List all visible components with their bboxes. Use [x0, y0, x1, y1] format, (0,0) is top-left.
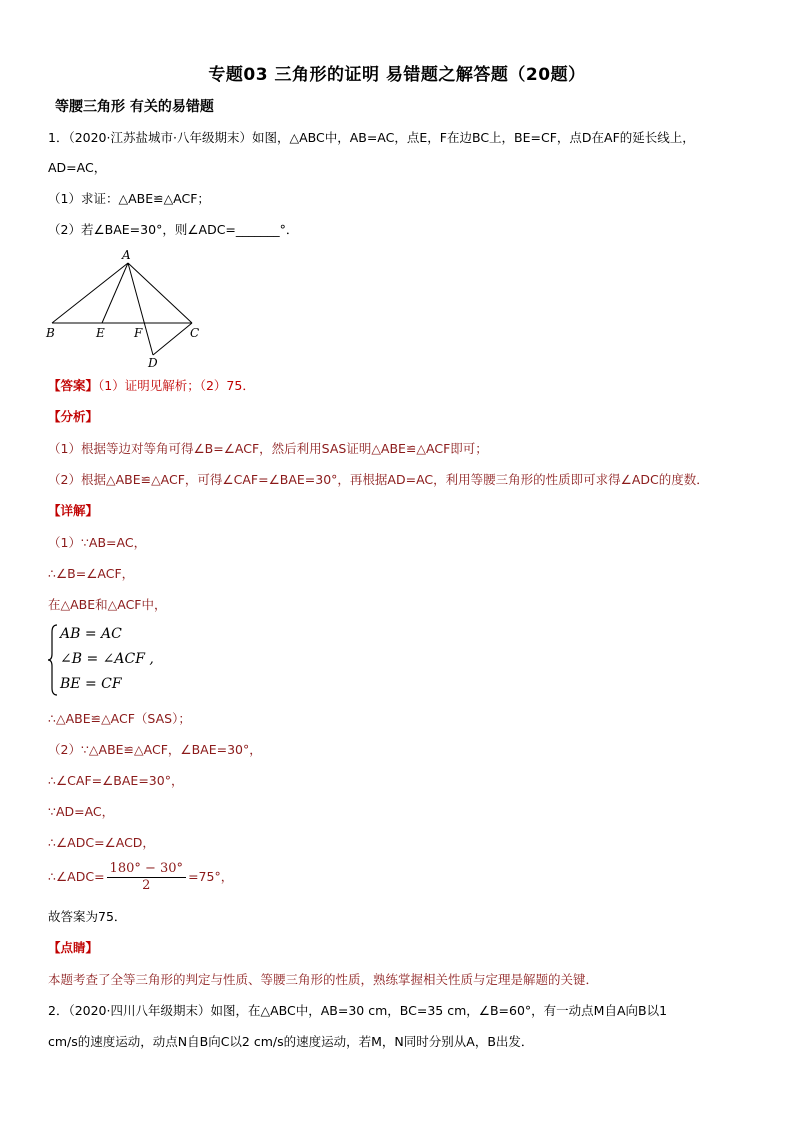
segment-ab: [52, 263, 128, 323]
segment-ac: [128, 263, 192, 323]
analysis-2: （2）根据△ABE≌△ACF，可得∠CAF=∠BAE=30°，再根据AD=AC，利用等腰三角形的性质即可求得∠ADC的度数．: [48, 472, 709, 487]
fraction-numerator: 180° − 30°: [107, 861, 187, 878]
q1-part2: （2）若∠BAE=30°，则∠ADC=_______°．: [48, 222, 299, 237]
detail-1: （1）∵AB=AC，: [48, 535, 147, 550]
detail-label: 【详解】: [48, 503, 99, 518]
system-eq-2: ∠B = ∠ACF ,: [60, 651, 154, 667]
q1-stem-line2: AD=AC，: [48, 160, 107, 175]
answer-label: 【答案】: [48, 378, 99, 393]
triangle-diagram: [40, 245, 220, 375]
fraction: [107, 861, 187, 894]
q2-stem-line2: cm/s的速度运动，动点N自B向C以2 cm/s的速度运动，若M，N同时分别从A，B出发．: [48, 1034, 534, 1049]
label-d: D: [148, 356, 158, 370]
segment-ae: [102, 263, 128, 323]
comment-text: 本题考查了全等三角形的判定与性质、等腰三角形的性质，熟练掌握相关性质与定理是解题的关键．: [48, 972, 599, 987]
detail-6: ∴∠CAF=∠BAE=30°，: [48, 773, 184, 788]
page-title: 专题03 三角形的证明 易错题之解答题（20题）: [208, 65, 586, 85]
q1-part1: （1）求证：△ABE≌△ACF；: [48, 191, 210, 206]
detail-4: ∴△ABE≌△ACF（SAS）；: [48, 711, 191, 726]
equation-system: [48, 624, 188, 696]
label-b: B: [46, 326, 55, 340]
detail-2: ∴∠B=∠ACF，: [48, 566, 135, 581]
analysis-1: （1）根据等边对等角可得∠B=∠ACF，然后利用SAS证明△ABE≌△ACF即可；: [48, 441, 488, 456]
segment-ad: [128, 263, 153, 355]
detail-9-pre: ∴∠ADC=: [48, 869, 105, 884]
detail-5: （2）∵△ABE≌△ACF，∠BAE=30°，: [48, 742, 262, 757]
detail-8: ∴∠ADC=∠ACD，: [48, 835, 155, 850]
analysis-label: 【分析】: [48, 409, 99, 424]
answer-line: [48, 377, 255, 395]
q2-stem-line1: 2．（2020·四川八年级期末）如图，在△ABC中，AB=30 cm，BC=35 cm，∠B=60°，有一动点M自A向B以1: [48, 1003, 668, 1018]
label-f: F: [134, 326, 143, 340]
system-eq-3: BE = CF: [60, 676, 122, 692]
label-e: E: [96, 326, 105, 340]
detail-7: ∵AD=AC，: [48, 804, 115, 819]
detail-3: 在△ABE和△ACF中，: [48, 597, 167, 612]
system-eq-1: AB = AC: [60, 626, 122, 642]
q1-stem-line1: 1．（2020·江苏盐城市·八年级期末）如图，△ABC中，AB=AC，点E，F在边BC上，BE=CF，点D在AF的延长线上，: [48, 130, 695, 145]
fraction-denominator: 2: [142, 878, 151, 893]
brace-icon: [48, 624, 58, 696]
answer-text: （1）证明见解析；（2）75．: [98, 378, 255, 393]
detail-9: [48, 860, 233, 894]
label-c: C: [190, 326, 200, 340]
comment-label: 【点睛】: [48, 940, 99, 955]
detail-9-post: =75°，: [188, 869, 234, 884]
segment-dc: [153, 323, 192, 355]
label-a: A: [122, 248, 131, 262]
detail-10: 故答案为75．: [48, 909, 127, 924]
section-title: 等腰三角形 有关的易错题: [55, 99, 214, 115]
